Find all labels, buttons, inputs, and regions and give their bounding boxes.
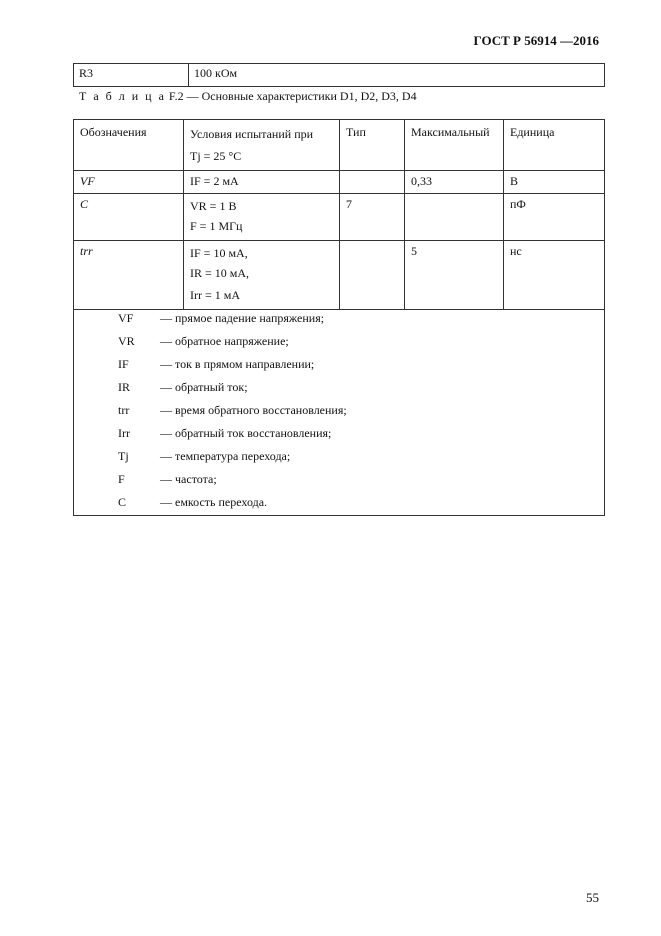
document-header: ГОСТ Р 56914 —2016	[473, 33, 599, 48]
table-row	[74, 241, 605, 310]
cell-typ	[340, 171, 405, 194]
resistor-name: R3	[74, 64, 189, 87]
symbols-legend: VF — прямое падение напряжения; VR — обратное напряжение; IF — ток в прямом направлении; IR — обратный ток; trr — время обратного восстановления; Irr — обратный ток восстановления; Tj — температура перехода; F — частота; C — емкость перехода.	[73, 308, 605, 516]
cell-symbol: C	[74, 194, 184, 241]
caption-text: F.2 — Основные характеристики D1, D2, D3, D4	[168, 89, 417, 103]
cell-typ: 7	[340, 194, 405, 241]
cell-typ	[340, 241, 405, 310]
header-condition-tj: Tj = 25 °C	[190, 149, 242, 163]
table-caption	[79, 89, 417, 104]
table-header-row	[74, 120, 605, 171]
header-typ: Тип	[340, 120, 405, 171]
cell-max: 0,33	[405, 171, 504, 194]
cell-unit: В	[504, 171, 605, 194]
cell-max	[405, 194, 504, 241]
table-row	[74, 64, 605, 87]
cell-conditions: IF = 2 мА	[184, 171, 340, 194]
cell-max: 5	[405, 241, 504, 310]
resistor-table	[73, 63, 605, 87]
characteristics-table	[73, 119, 605, 310]
cell-unit: нс	[504, 241, 605, 310]
page-number: 55	[586, 890, 599, 905]
header-max: Максимальный	[405, 120, 504, 171]
cell-symbol: trr	[74, 241, 184, 310]
header-designation: Обозначения	[74, 120, 184, 171]
table-row	[74, 194, 605, 241]
header-unit: Единица	[504, 120, 605, 171]
table-row	[74, 171, 605, 194]
cell-conditions: IF = 10 мА, IR = 10 мА, Irr = 1 мА	[184, 241, 340, 310]
cell-symbol: VF	[74, 171, 184, 194]
resistor-value: 100 кОм	[189, 64, 605, 87]
cell-conditions: VR = 1 В F = 1 МГц	[184, 194, 340, 241]
caption-prefix: Т а б л и ц а	[79, 89, 166, 103]
cell-unit: пФ	[504, 194, 605, 241]
header-conditions: Условия испытаний при Tj = 25 °C	[184, 120, 340, 171]
